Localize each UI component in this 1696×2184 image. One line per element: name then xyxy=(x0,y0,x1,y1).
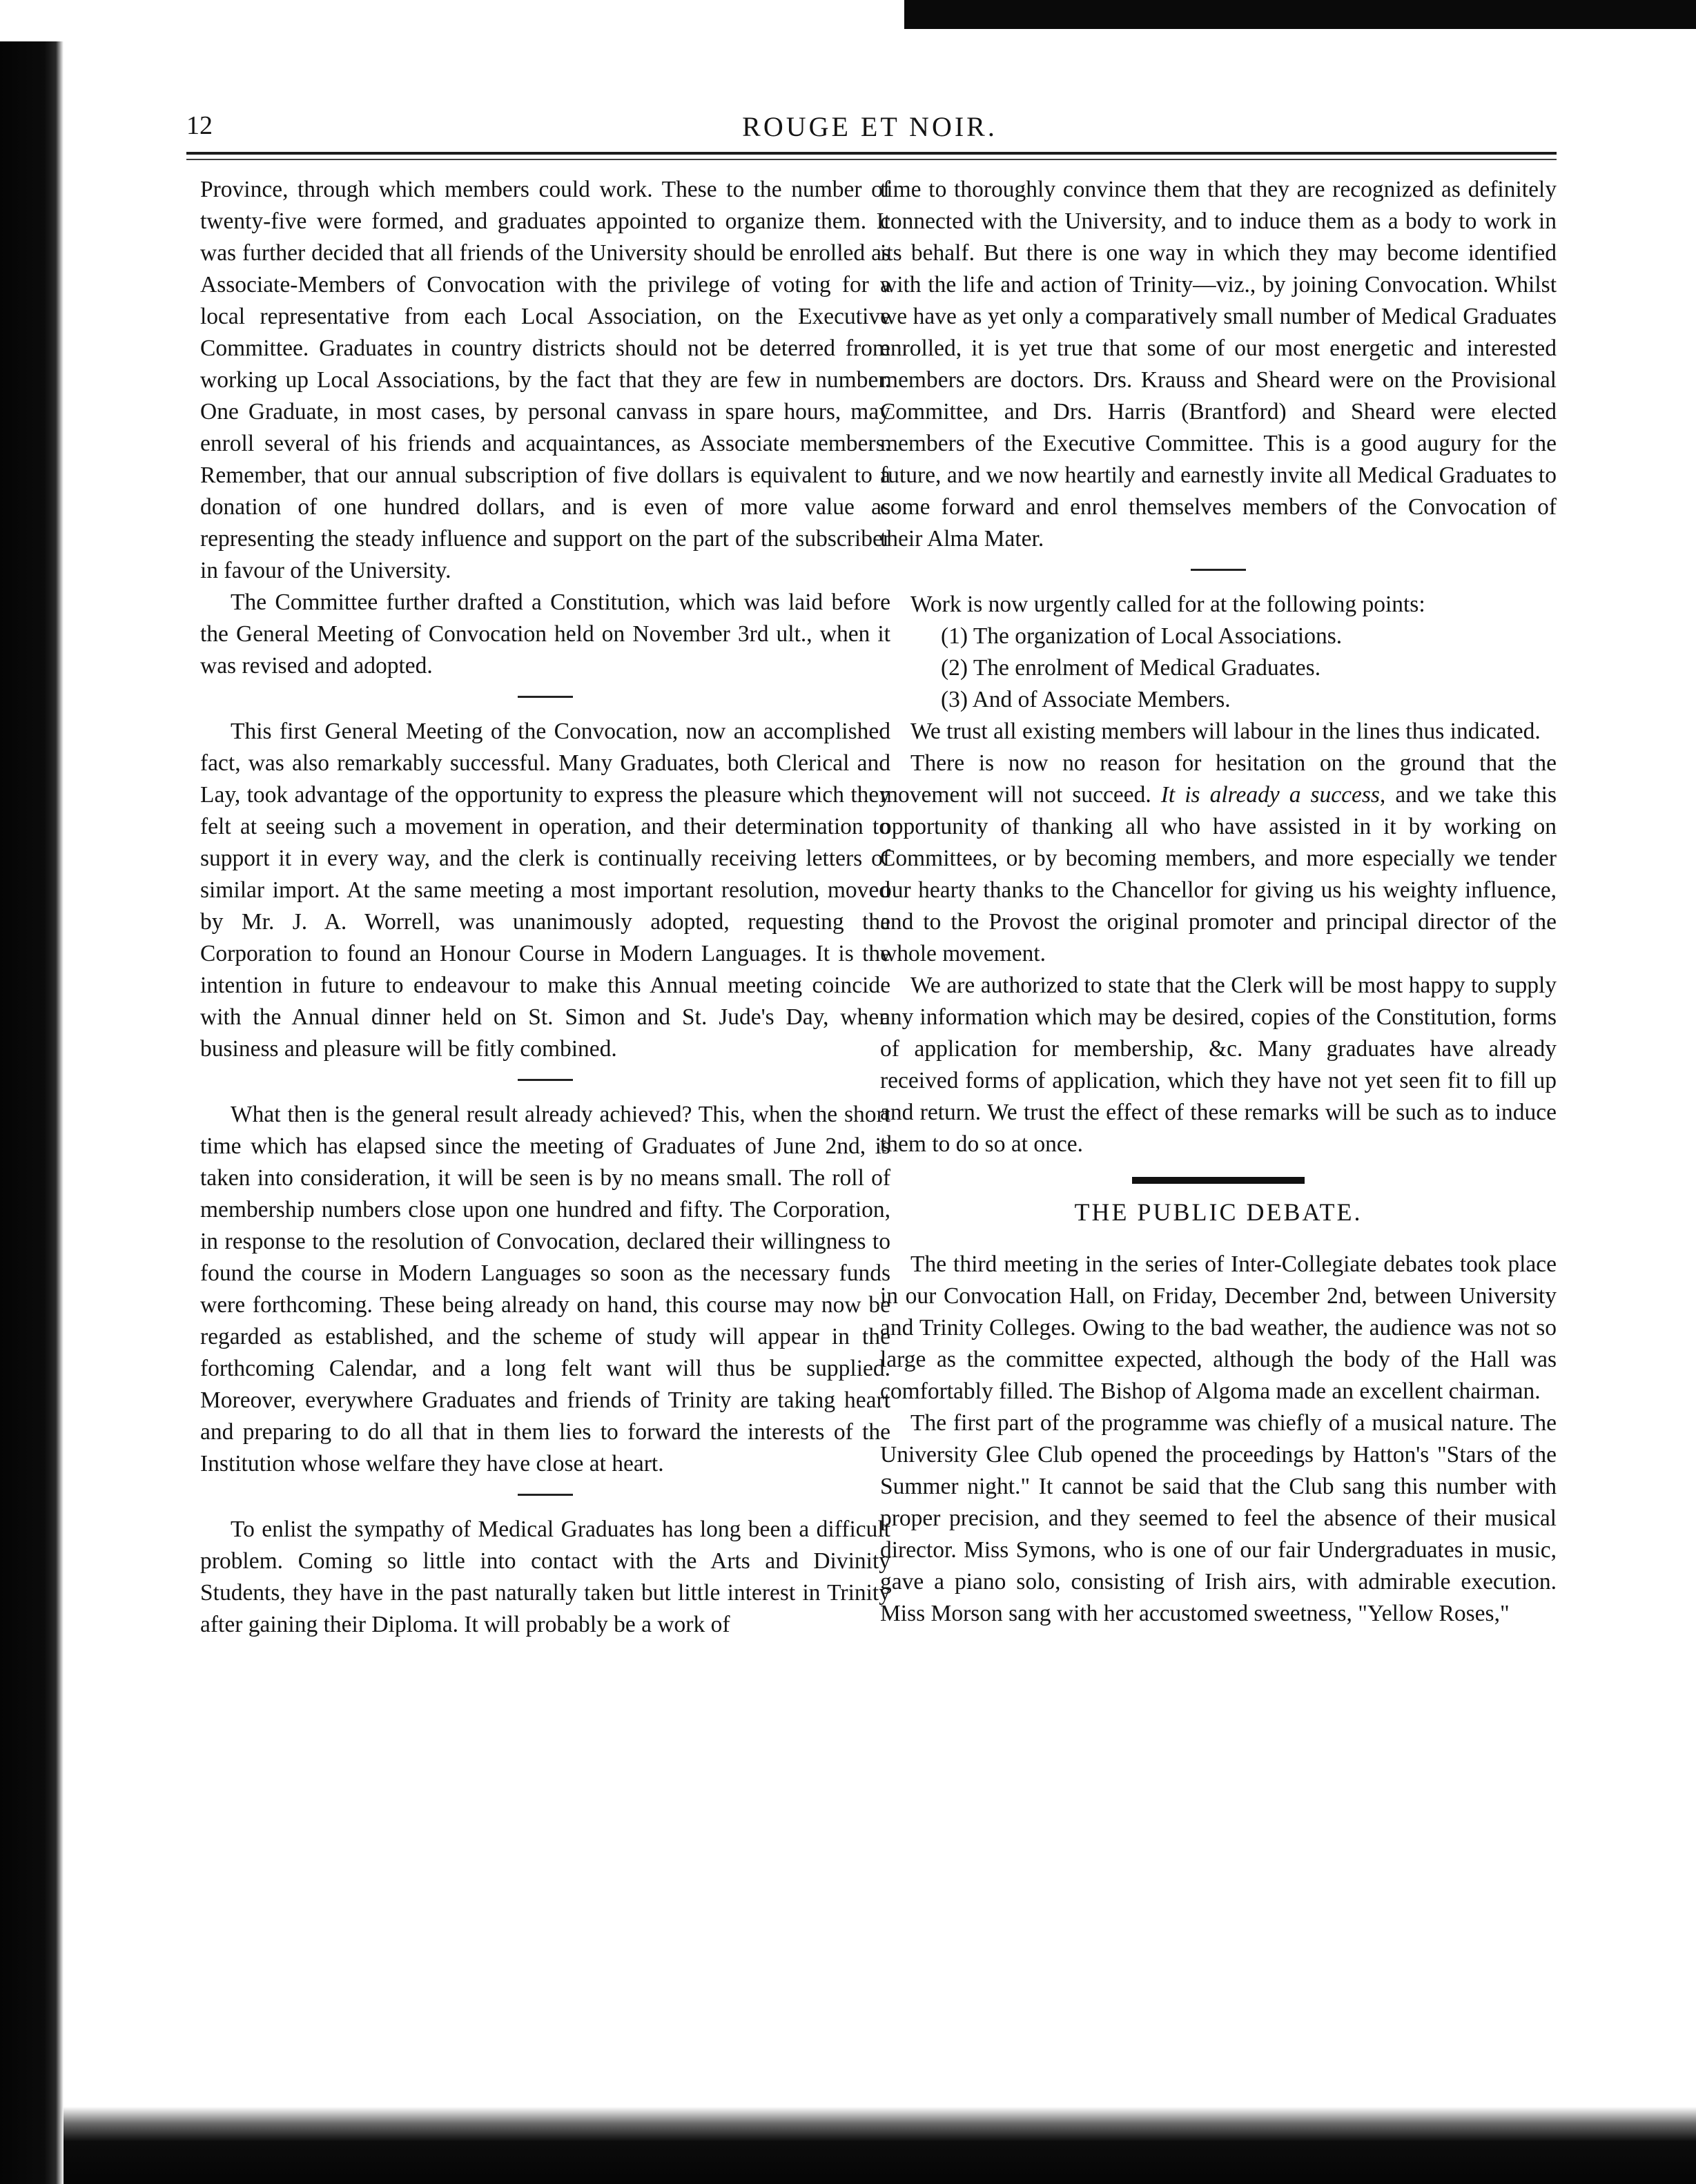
paragraph: We trust all existing members will labour in the lines thus indicated. xyxy=(910,719,1541,744)
scan-border-left xyxy=(0,41,64,2184)
paragraph: What then is the general result already achieved? This, when the short time which has elapsed since the meeting of Graduates of June 2nd, is taken into consideration, it will be seen is by no means small. The roll of membership numbers close upon one hundred and fifty. The Corporation, in response to the resolution of Convocation, declared their willingness to found the course in Modern Languages so soon as the necessary funds were forthcoming. These being already on hand, this course may now be regarded as established, and the scheme of study will appear in the forthcoming Calendar, and a long felt want will thus be supplied. Moreover, everywhere Graduates and friends of Trinity are taking heart and preparing to do all that in them lies to forward the interests of the Institution whose welfare they have close at heart. xyxy=(200,1102,890,1476)
paragraph: To enlist the sympathy of Medical Graduates has long been a difficult problem. Coming so little into contact with the Arts and Divinity Students, they have in the past naturally taken but little interest in Trinity after gaining their Diploma. It will probably be a work of xyxy=(200,1517,890,1637)
page-number: 12 xyxy=(186,111,213,140)
text-run: There is now no reason for hesitation on the ground that the movement will not succeed. xyxy=(880,750,1557,808)
section-divider xyxy=(518,1079,573,1081)
paragraph: The first part of the programme was chiefly of a musical nature. The University Glee Club opened the proceedings by Hatton's "Stars of the Summer night." It cannot be said that the Club sang this number with proper precision, and they seemed to feel the absence of their musical director. Miss Symons, who is one of our fair Undergraduates in music, gave a piano solo, consisting of Irish airs, with admirable execution. Miss Morson sang with her accustomed sweetness, "Yellow Roses," xyxy=(880,1410,1557,1626)
list-item: (2) The enrolment of Medical Graduates. xyxy=(941,655,1321,681)
paragraph: The third meeting in the series of Inter-Collegiate debates took place in our Convocation Hall, on Friday, December 2nd, between University and Trinity Colleges. Owing to the bad weather, the audience was not so large as the committee expected, although the body of the Hall was comfortably filled. The Bishop of Algoma made an excellent chairman. xyxy=(880,1251,1557,1404)
running-title: ROUGE ET NOIR. xyxy=(742,111,997,142)
header-rule-thin xyxy=(186,159,1557,160)
emphasis-text: It is already a success, xyxy=(1160,782,1386,808)
paragraph: time to thoroughly convince them that they are recognized as definitely connected with the University, and to induce them as a body to work in its behalf. But there is one way in which they may become identified with the life and action of Trinity—viz., by joining Convocation. Whilst we have as yet only a comparatively small number of Medical Graduates enrolled, it is yet true that some of our most energetic and interested members are doctors. Drs. Krauss and Sheard were on the Provisional Committee, and Drs. Harris (Brantford) and Sheard were elected members of the Executive Committee. This is a good augury for the future, and we now heartily and earnestly invite all Medical Graduates to come forward and enrol themselves members of the Convocation of their Alma Mater. xyxy=(880,177,1557,552)
section-heavy-rule xyxy=(1132,1177,1305,1184)
left-column xyxy=(200,174,890,1641)
header-rule xyxy=(186,152,1557,155)
list-item: (3) And of Associate Members. xyxy=(941,687,1231,712)
section-divider xyxy=(518,696,573,698)
paragraph: This first General Meeting of the Convocation, now an accomplished fact, was also remarkably successful. Many Graduates, both Clerical and Lay, took advantage of the opportunity to express the pleasure which they felt at seeing such a movement in operation, and their determination to support it in every way, and the clerk is continually receiving letters of similar import. At the same meeting a most important resolution, moved by Mr. J. A. Worrell, was unanimously adopted, requesting the Corporation to found an Honour Course in Modern Languages. It is the intention in future to endeavour to make this Annual meeting coincide with the Annual dinner held on St. Simon and St. Jude's Day, when business and pleasure will be fitly combined. xyxy=(200,719,890,1062)
text-run: and we take this opportunity of thanking all who have assisted in it by working on Committees, or by becoming members, and more especially we tender our hearty thanks to the Chancellor for giving us his weighty influence, and to the Provost the original promoter and principal director of the whole movement. xyxy=(880,782,1557,966)
section-title: THE PUBLIC DEBATE. xyxy=(1074,1198,1363,1226)
section-divider xyxy=(1191,569,1246,571)
section-divider xyxy=(518,1494,573,1496)
paragraph: The Committee further drafted a Constitution, which was laid before the General Meeting of Convocation held on November 3rd ult., when it was revised and adopted. xyxy=(200,589,890,679)
paragraph: We are authorized to state that the Clerk will be most happy to supply any information which may be desired, copies of the Constitution, forms of application for membership, &c. Many graduates have already received forms of application, which they have not yet seen fit to fill up and return. We trust the effect of these remarks will be such as to induce them to do so at once. xyxy=(880,973,1557,1157)
right-column xyxy=(880,174,1557,1630)
page-header xyxy=(186,110,1553,152)
paragraph xyxy=(880,748,1557,970)
paragraph: Work is now urgently called for at the following points: xyxy=(910,592,1425,617)
scan-border-bottom xyxy=(64,2107,1696,2184)
scan-border-top xyxy=(904,0,1696,29)
list-item: (1) The organization of Local Associations. xyxy=(941,623,1343,649)
paragraph: Province, through which members could work. These to the number of twenty-five were formed, and graduates appointed to organize them. It was further decided that all friends of the University should be enrolled as Associate-Members of Convocation with the privilege of voting for a local representative from each Local Association, on the Executive Committee. Graduates in country districts should not be deterred from working up Local Associations, by the fact that they are few in number. One Graduate, in most cases, by personal canvass in spare hours, may enroll several of his friends and acquaintances, as Associate members. Remember, that our annual subscription of five dollars is equivalent to a donation of one hundred dollars, and is even of more value as representing the steady influence and support on the part of the subscriber in favour of the University. xyxy=(200,177,890,583)
